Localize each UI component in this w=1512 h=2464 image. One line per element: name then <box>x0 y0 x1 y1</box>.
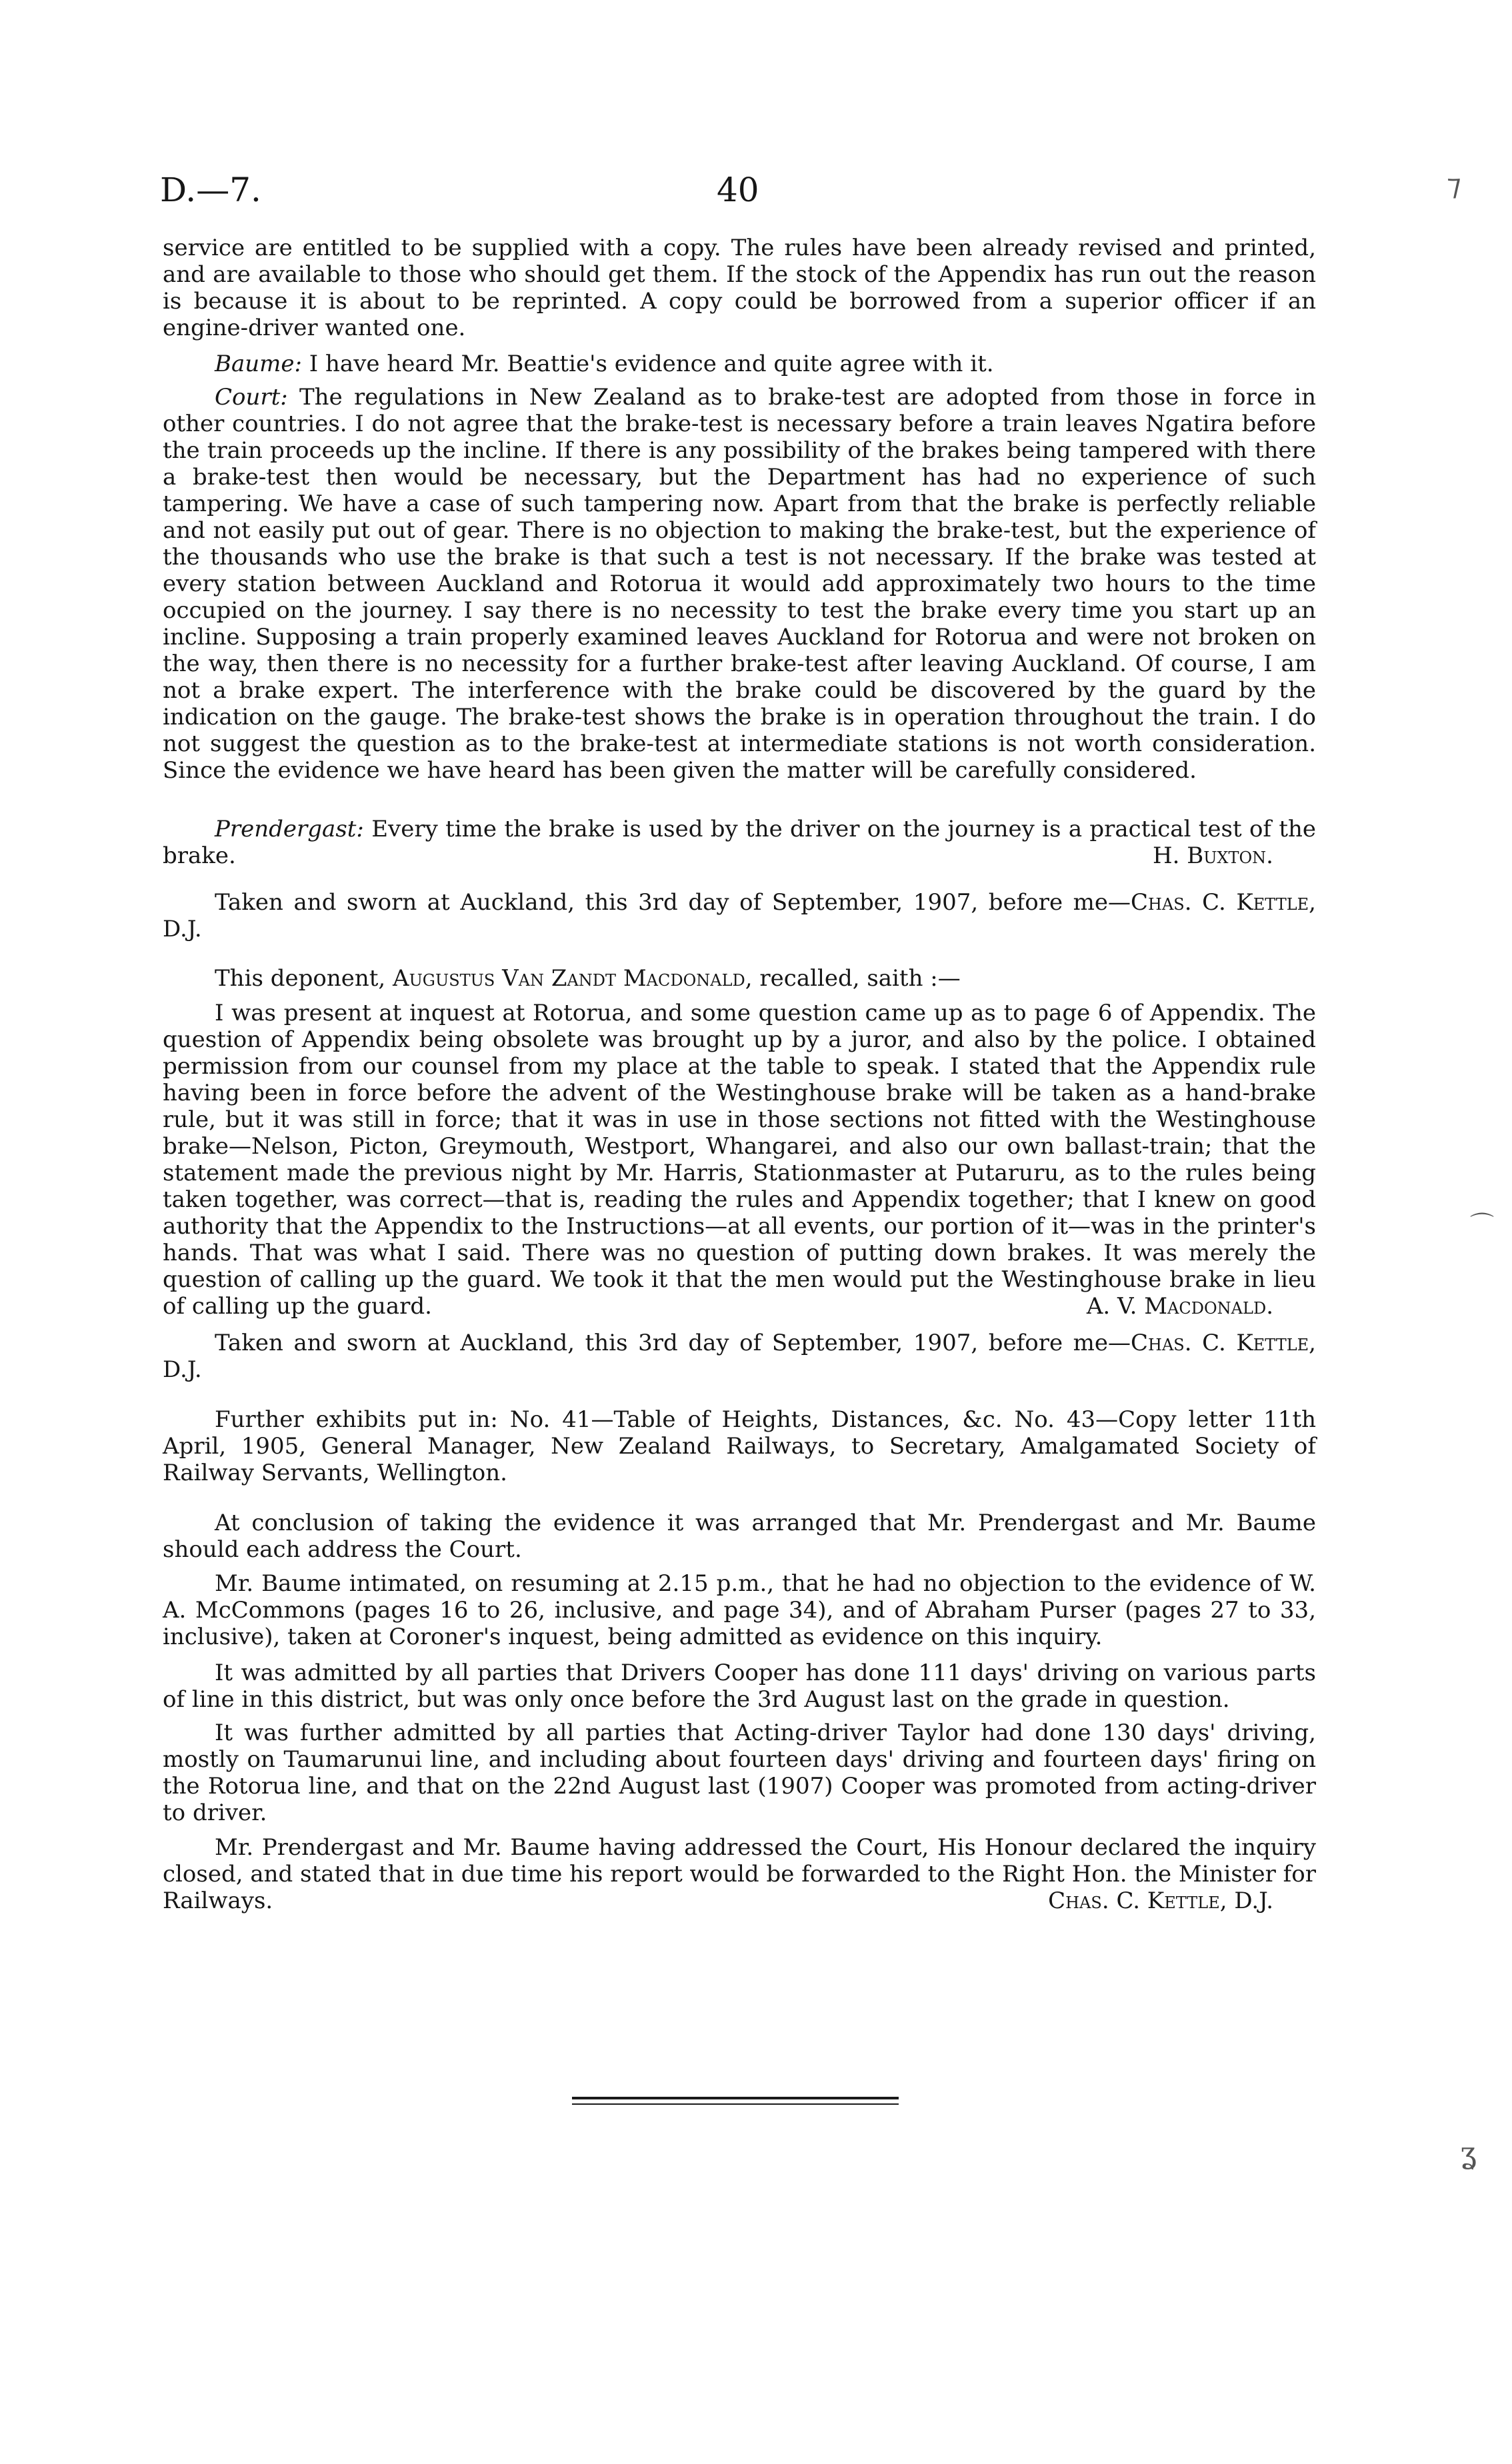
margin-mark: ⁊ <box>1447 168 1461 202</box>
paragraph: Prendergast: Every time the brake is used by the driver on the journey is a practical test of the brake. H. Buxton. <box>163 816 1316 869</box>
officer-name: Chas. C. Kettle, D.J. <box>163 1330 1316 1383</box>
paragraph: service are entitled to be supplied with a copy. The rules have been already revised and printed, and are available to those who should get them. If the stock of the Appendix has run out the reason is because it is about to be reprinted. A copy could be borrowed from a superior officer if an engine-driver wanted one. <box>163 235 1316 341</box>
paragraph: Taken and sworn at Auckland, this 3rd day of September, 1907, before me—Chas. C. Kettle, D.J. <box>163 1330 1316 1383</box>
margin-mark: ʓ <box>1460 2136 1477 2170</box>
speaker-name: Court: <box>215 384 288 411</box>
document-code: D.—7. <box>160 171 261 209</box>
paragraph: This deponent, Augustus Van Zandt Macdonald, recalled, saith :— <box>215 965 961 992</box>
paragraph: Court: The regulations in New Zealand as to brake-test are adopted from those in force in other countries. I do not agree that the brake-test is necessary before a train leaves Ngatira before the train proceeds up the incline. If there is any possibility of the brakes being tampered with there a brake-test then would be necessary, but the Department has had no experience of such tampering. We have a case of such tampering now. Apart from that the brake is perfectly reliable and not easily put out of gear. There is no objection to making the brake-test, but the experience of the thousands who use the brake is that such a test is not necessary. If the brake was tested at every station between Auckland and Rotorua it would add approximately two hours to the time occupied on the journey. I say there is no necessity to test the brake every time you start up an incline. Supposing a train properly examined leaves Auckland for Rotorua and were not broken on the way, then there is no necessity for a further brake-test after leaving Auckland. Of course, I am not a brake expert. The interference with the brake could be discovered by the guard by the indication on the gauge. The brake-test shows the brake is in operation throughout the train. I do not suggest the question as to the brake-test at intermediate stations is not worth consideration. Since the evidence we have heard has been given the matter will be carefully considered. <box>163 384 1316 784</box>
closing-rule <box>572 2103 899 2105</box>
paragraph: I was present at inquest at Rotorua, and some question came up as to page 6 of Appendix. The question of Appendix being obsolete was brought up by a juror, and also by the police. I obtained permission from our counsel from my place at the table to speak. I stated that the Appendix rule having been in force before the advent of the Westinghouse brake will be taken as a hand-brake rule, but it was still in force; that it was in use in those sections not fitted with the Westinghouse brake—Nelson, Picton, Greymouth, Westport, Whangarei, and also our own ballast-train; that the statement made the previous night by Mr. Harris, Stationmaster at Putaruru, as to the rules being taken together, was correct—that is, reading the rules and Appendix together; that I knew on good authority that the Appendix to the Instructions—at all events, our portion of it—was in the printer's hands. That was what I said. There was no question of putting down brakes. It was merely the question of calling up the guard. We took it that the men would put the Westinghouse brake in lieu of calling up the guard. A. V. Macdonald. <box>163 1000 1316 1320</box>
page-number: 40 <box>717 171 759 209</box>
deponent-name: Augustus Van Zandt Macdonald <box>393 965 745 992</box>
speaker-name: Baume: <box>215 351 302 377</box>
signature: A. V. Macdonald. <box>1086 1293 1273 1320</box>
margin-mark: ⌒ <box>1470 1212 1495 1239</box>
officer-name: Chas. C. Kettle, D.J. <box>163 889 1316 942</box>
signature: Chas. C. Kettle, D.J. <box>1048 1887 1273 1914</box>
paragraph: Mr. Prendergast and Mr. Baume having addressed the Court, His Honour declared the inquiry closed, and stated that in due time his report would be forwarded to the Right Hon. the Minister for Railways. Chas. C. Kettle, D.J. <box>163 1834 1316 1914</box>
speaker-name: Prendergast: <box>215 816 364 842</box>
closing-rule <box>572 2097 899 2099</box>
paragraph: Baume: I have heard Mr. Beattie's evidence and quite agree with it. <box>215 351 994 377</box>
signature: H. Buxton. <box>1152 842 1273 869</box>
paragraph: It was further admitted by all parties that Acting-driver Taylor had done 130 days' driving, mostly on Taumarunui line, and including about fourteen days' driving and fourteen days' firing on the Rotorua line, and that on the 22nd August last (1907) Cooper was promoted from acting-driver to driver. <box>163 1720 1316 1826</box>
paragraph: Further exhibits put in: No. 41—Table of Heights, Distances, &c. No. 43—Copy letter 11th April, 1905, General Manager, New Zealand Railways, to Secretary, Amalgamated Society of Railway Servants, Wellington. <box>163 1406 1316 1486</box>
paragraph: Taken and sworn at Auckland, this 3rd day of September, 1907, before me—Chas. C. Kettle, D.J. <box>163 889 1316 942</box>
paragraph: It was admitted by all parties that Drivers Cooper has done 111 days' driving on various parts of line in this district, but was only once before the 3rd August last on the grade in question. <box>163 1660 1316 1713</box>
paragraph: Mr. Baume intimated, on resuming at 2.15 p.m., that he had no objection to the evidence of W. A. McCommons (pages 16 to 26, inclusive, and page 34), and of Abraham Purser (pages 27 to 33, inclusive), taken at Coroner's inquest, being admitted as evidence on this inquiry. <box>163 1570 1316 1650</box>
paragraph: At conclusion of taking the evidence it was arranged that Mr. Prendergast and Mr. Baume should each address the Court. <box>163 1510 1316 1563</box>
